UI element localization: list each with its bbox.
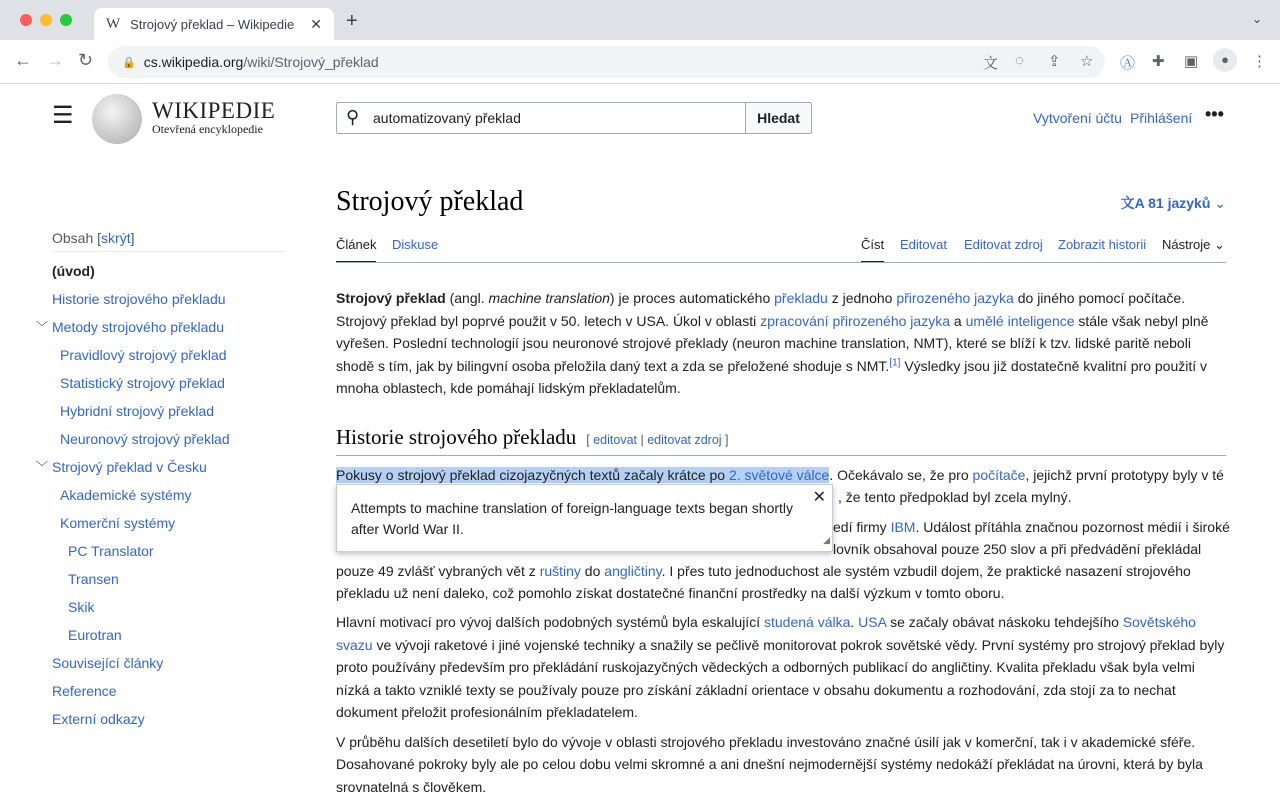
progress-paragraph	[336, 731, 1226, 799]
toc-item[interactable]	[52, 372, 286, 400]
toc-item[interactable]	[52, 708, 286, 736]
article-body	[336, 287, 1230, 805]
language-count: 81 jazyků	[1148, 195, 1211, 211]
toc-item-label: Statistický strojový překlad	[60, 375, 225, 391]
article-link[interactable]: angličtiny	[604, 563, 662, 579]
text-segment: . I přes tuto jednoduchost ale systém vzbudil dojem, že praktické nasazení strojového	[661, 563, 1191, 579]
article-link[interactable]: překladu	[774, 290, 828, 306]
toc-header: Obsah [skrýt]	[52, 230, 286, 252]
back-icon[interactable]: ←	[14, 50, 32, 70]
section-heading-text: Historie strojového překladu	[336, 424, 577, 449]
language-icon: 文A	[1120, 195, 1145, 211]
text-segment: (angl.	[445, 290, 489, 306]
table-of-contents	[36, 230, 286, 736]
text-segment: edí firmy	[833, 519, 891, 535]
toc-item-label: Historie strojového překladu	[52, 291, 226, 307]
toc-item-label: Strojový překlad v Česku	[52, 459, 207, 475]
tab-strip	[0, 0, 1280, 40]
section-edit-link[interactable]: editovat	[593, 432, 638, 447]
tabs-divider	[336, 262, 1226, 263]
resize-handle-icon[interactable]: ◢	[823, 535, 830, 545]
search-input[interactable]	[336, 102, 746, 134]
toc-item-label: PC Translator	[68, 543, 154, 559]
history-paragraph	[336, 464, 1230, 604]
text-line	[833, 538, 1201, 561]
text-segment: lovník obsahoval pouze 250 slov a při předvádění překládal	[833, 541, 1202, 557]
profile-avatar-icon[interactable]: ●	[1213, 48, 1237, 72]
toc-item[interactable]	[52, 652, 286, 680]
wikipedia-favicon: W	[106, 15, 121, 32]
section-edit-source-link[interactable]: editovat zdroj	[647, 432, 722, 447]
toc-item[interactable]	[52, 400, 286, 428]
new-tab-button[interactable]: +	[346, 10, 358, 32]
text-line	[336, 582, 1004, 605]
text-segment: Pokusy o strojový překlad cizojazyčných textů začaly krátce po	[336, 467, 729, 483]
text-segment: .	[850, 614, 859, 630]
text-segment: , že tento předpoklad byl zcela mylný.	[838, 489, 1072, 505]
text-segment: . Očekávalo se, že pro	[829, 467, 973, 483]
toc-item-label: Metody strojového překladu	[52, 319, 224, 335]
browser-toolbar	[0, 40, 1280, 84]
tab-search-chevron-icon[interactable]: ⌄	[1251, 12, 1262, 26]
close-icon[interactable]: ✕	[812, 489, 826, 506]
tab-talk[interactable]: Diskuse	[392, 237, 439, 252]
browser-tab[interactable]	[94, 8, 334, 40]
text-line	[838, 486, 1071, 509]
tab-read[interactable]: Číst	[861, 237, 884, 263]
toc-item[interactable]	[52, 512, 286, 540]
article-link[interactable]: umělé inteligence	[965, 312, 1075, 329]
tab-article[interactable]: Článek	[336, 237, 376, 263]
tools-label: Nástroje	[1162, 237, 1211, 252]
toc-item-label: (úvod)	[52, 263, 95, 279]
text-segment: Hlavní motivací pro vývoj dalších podobných systémů byla eskalující	[336, 614, 764, 630]
bold-term: Strojový překlad	[336, 290, 446, 306]
toc-title: Obsah	[52, 230, 94, 246]
text-segment: . Událost přítáhla značnou pozornost médií i široké	[915, 519, 1230, 535]
section-heading-history: Historie strojového překladu [ editovat | editovat zdroj ]	[336, 426, 1226, 457]
toc-item[interactable]	[52, 680, 286, 708]
italic-term: machine translation	[488, 290, 610, 306]
text-segment: do	[580, 563, 605, 579]
extensions-puzzle-icon[interactable]: ✚	[1152, 53, 1165, 70]
toc-item[interactable]	[52, 568, 286, 596]
toc-hide-link[interactable]: skrýt	[101, 230, 131, 246]
text-segment: do jiného pomocí počítače. Strojový překlad byl poprvé použit v 50. letech v USA. Úkol v oblasti	[336, 290, 1186, 329]
text-segment: ) je proces automatického	[609, 290, 775, 306]
toc-item[interactable]	[52, 288, 286, 316]
text-segment: se začaly obávat náskoku tehdejšího	[886, 614, 1123, 630]
article-link[interactable]: ruštiny	[539, 563, 581, 579]
address-bar[interactable]	[108, 46, 1105, 78]
article-link[interactable]: zpracování přirozeného jazyka	[760, 312, 950, 329]
toc-item[interactable]	[52, 624, 286, 652]
article-link[interactable]: přirozeného jazyka	[896, 290, 1014, 306]
chevron-down-icon[interactable]: ﹀	[36, 320, 49, 334]
create-account-link[interactable]: Vytvoření účtu	[1033, 110, 1122, 126]
wikipedia-globe-logo[interactable]	[92, 94, 142, 144]
url-path: /wiki/Strojový_překlad	[243, 54, 379, 70]
main-menu-hamburger-icon[interactable]: ☰	[52, 102, 74, 129]
close-window-button[interactable]	[20, 14, 32, 26]
text-segment: překladu už není daleko, což pomohlo získat dostatečné finanční prostředky na další výzkum v tomto oboru.	[336, 585, 1005, 601]
tab-edit[interactable]: Editovat	[900, 237, 947, 252]
maximize-window-button[interactable]	[60, 14, 72, 26]
article-link[interactable]: Sovětského svazu	[336, 614, 1196, 653]
popup-translation-text: Attempts to machine translation of foreign-language texts began shortly after World War II.	[351, 500, 794, 537]
tab-edit-source[interactable]: Editovat zdroj	[964, 237, 1043, 252]
toc-item-label: Akademické systémy	[60, 487, 192, 503]
tab-history[interactable]: Zobrazit historii	[1058, 237, 1147, 252]
text-segment: a	[949, 312, 966, 329]
text-segment: pouze 49 zvlášť vybraných vět z	[336, 563, 540, 579]
toc-item-label: Transen	[68, 571, 119, 587]
toc-item[interactable]	[52, 260, 286, 288]
close-tab-icon[interactable]: ✕	[310, 15, 322, 32]
tab-title: Strojový překlad – Wikipedie	[130, 16, 295, 32]
lock-icon: 🔒	[122, 56, 136, 69]
search-button[interactable]: Hledat	[745, 102, 812, 134]
toc-item[interactable]	[52, 428, 286, 456]
article-link[interactable]: 2. světové válce	[728, 467, 830, 483]
wikipedia-wordmark[interactable]: WIKIPEDIE	[152, 98, 276, 123]
toc-item[interactable]	[36, 316, 286, 344]
article-link[interactable]: počítače	[972, 467, 1026, 483]
intro-paragraph	[336, 287, 1226, 400]
article-link[interactable]: USA	[858, 614, 887, 630]
wikipedia-tagline: Otevřená encyklopedie	[152, 122, 263, 136]
text-segment: ve vývoji raketové i jiné vojenské techniky a snažily se pečlivě monitorovat pokrok sovětské vědy. První systémy pro strojový překlad byly proto používány především pro překládání ruskojazyčných vědeckých a odborných publikací do angličtiny. Kvalita překladu však byla velmi nízká a takto vzniklé texty se používaly pouze pro získání základní orientace v obsahu dokumentu a rozhodování, zda stojí za to nechat dokument přeložit profesionálním překladatelem.	[336, 636, 1225, 720]
search-value: automatizovaný překlad	[373, 110, 521, 126]
toc-item-label: Eurotran	[68, 627, 122, 643]
toc-item[interactable]	[52, 540, 286, 568]
toc-item-label: Skik	[68, 599, 95, 615]
toc-item-label: Hybridní strojový překlad	[60, 403, 215, 419]
side-panel-icon[interactable]: ▣	[1184, 53, 1199, 70]
translation-popup	[336, 484, 833, 552]
login-link[interactable]: Přihlášení	[1130, 110, 1193, 126]
more-options-icon[interactable]: •••	[1205, 104, 1224, 124]
text-segment: z jednoho	[827, 290, 897, 306]
toc-item[interactable]	[52, 484, 286, 512]
reload-icon[interactable]: ↻	[78, 50, 94, 70]
text-segment: Výsledky jsou již dostatečně kvalitní pro použití v mnoha oblastech, kde pomáhají lidským překladatelům.	[336, 357, 1208, 396]
share-icon[interactable]: ⇪	[1048, 53, 1061, 70]
reference-link[interactable]: [1]	[889, 356, 901, 368]
text-segment: , jejichž první prototypy byly v té	[1025, 467, 1224, 483]
toc-item-label: Pravidlový strojový překlad	[60, 347, 227, 363]
text-segment: stále však nebyl plně vyřešen. Poslední technologií jsou neuronové strojové překlady (neuron machine translation, NMT), které se blíží k tzv. lidské paritě neboli shodě s tím, jak by bilingvní osoba přeložila daný text a zda se přeložené shoduje s NMT.	[336, 312, 1209, 374]
tools-dropdown[interactable]	[1162, 237, 1225, 263]
toc-item[interactable]	[36, 456, 286, 484]
toc-item-label: Související články	[52, 655, 164, 671]
chevron-down-icon: ⌄	[1214, 237, 1225, 252]
chevron-down-icon[interactable]: ﹀	[36, 460, 49, 474]
minimize-window-button[interactable]	[40, 14, 52, 26]
toc-item[interactable]	[52, 596, 286, 624]
toc-item[interactable]	[52, 344, 286, 372]
chevron-down-icon: ⌄	[1214, 195, 1226, 211]
text-line	[833, 516, 1230, 539]
article-link[interactable]: studená válka	[763, 614, 851, 630]
motivation-paragraph	[336, 611, 1226, 724]
toc-item-label: Neuronový strojový překlad	[60, 431, 230, 447]
toc-item-label: Reference	[52, 683, 117, 699]
browser-menu-icon[interactable]: ⋮	[1252, 53, 1267, 70]
translate-icon[interactable]: 文	[983, 55, 999, 72]
citation	[889, 357, 900, 368]
page-title: Strojový překlad	[336, 186, 524, 217]
search-icon: ⚲	[346, 107, 360, 127]
bookmark-star-icon[interactable]: ☆	[1080, 53, 1094, 70]
language-selector[interactable]	[1121, 193, 1226, 213]
extension-translate-icon[interactable]: Ⓐ	[1120, 55, 1136, 72]
article-link[interactable]: IBM	[890, 519, 916, 535]
forward-icon[interactable]: →	[46, 50, 64, 70]
toc-item-label: Externí odkazy	[52, 711, 145, 727]
text-segment: V průběhu dalších desetiletí bylo do vývoje v oblasti strojového překladu investováno značné úsilí jak v komerční, tak i v akademické sféře. Dosahované pokroky byly ale po celou dobu velmi skromné a ani dnešní nejmodernější systémy nedokáží překládat na úrovni, která by byla srovnatelná s člověkem.	[336, 733, 1203, 795]
toc-item-label: Komerční systémy	[60, 515, 176, 531]
text-line	[336, 560, 1191, 583]
eye-off-icon[interactable]: ◌	[1015, 52, 1024, 69]
url-host: cs.wikipedia.org	[143, 54, 244, 70]
